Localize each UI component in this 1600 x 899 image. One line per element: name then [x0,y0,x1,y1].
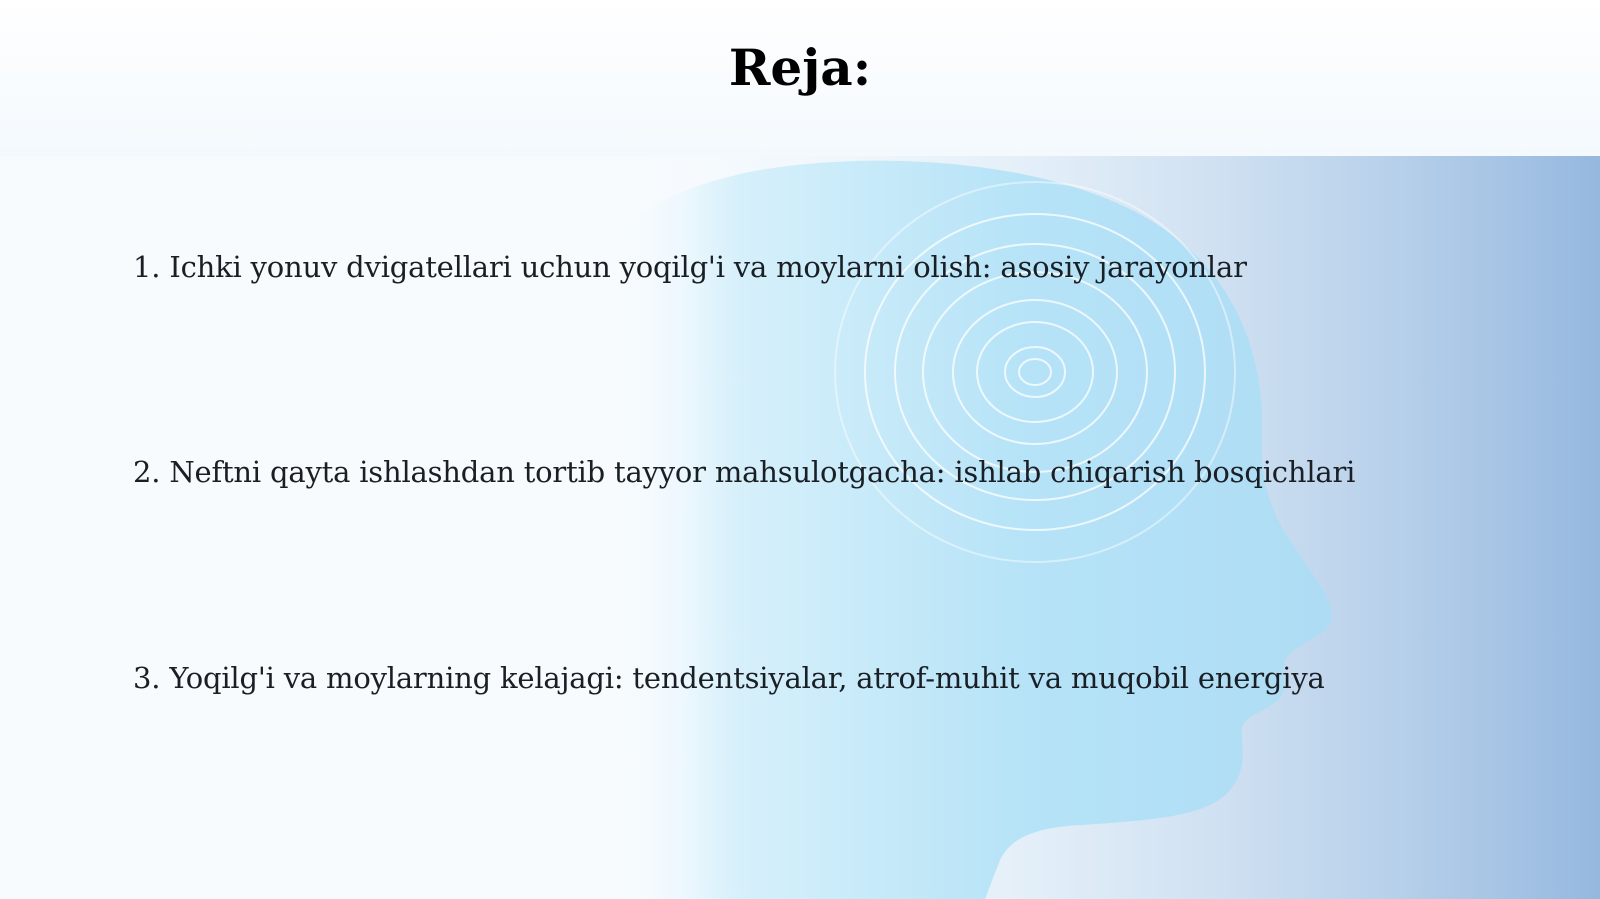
plan-item-text: Ichki yonuv dvigatellari uchun yoqilg'i va moylarni olish: asosiy jarayonlar [169,250,1247,284]
plan-item-number: 3. [133,661,161,695]
plan-item-number: 1. [133,250,161,284]
plan-item-3 [133,661,1325,695]
plan-item-2 [133,455,1355,489]
slide-title: Reja: [728,38,872,97]
plan-item-text: Yoqilg'i va moylarning kelajagi: tendentsiyalar, atrof-muhit va muqobil energiya [169,661,1325,695]
plan-item-1 [133,250,1247,284]
plan-item-text: Neftni qayta ishlashdan tortib tayyor mahsulotgacha: ishlab chiqarish bosqichlari [169,455,1356,489]
plan-item-number: 2. [133,455,161,489]
